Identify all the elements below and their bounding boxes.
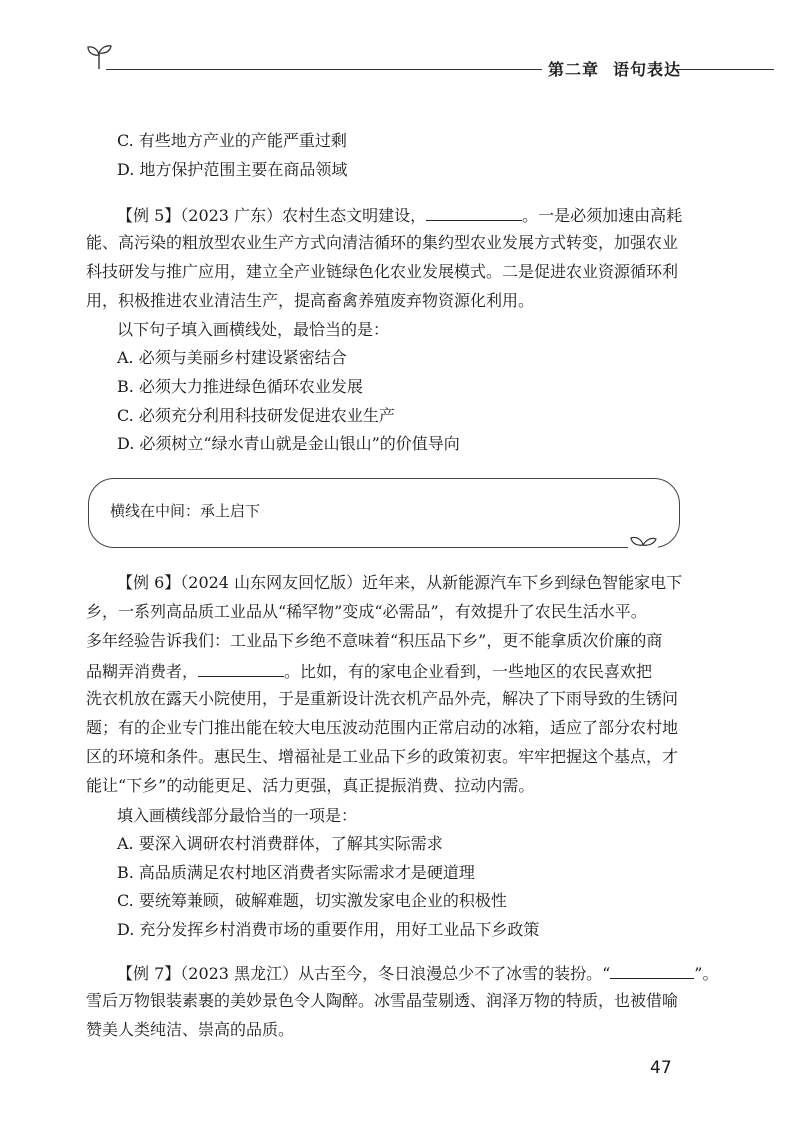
example-6-line-7: 区的环境和条件。惠民生、增福祉是工业品下乡的政策初衷。牢牢把握这个基点，才 <box>86 747 679 766</box>
question-prompt: 以下句子填入画横线处，最恰当的是： <box>117 320 390 339</box>
example-6-lead: 品糊弄消费者， <box>86 662 199 681</box>
example-5-line-1 <box>117 204 737 226</box>
question-prompt: 填入画横线部分最恰当的一项是： <box>117 806 358 825</box>
header-rule-right <box>676 69 774 70</box>
chapter-title <box>548 57 681 80</box>
example-6-line-1: 【例 6】（2024 山东网友回忆版）近年来，从新能源汽车下乡到绿色智能家电下 <box>117 573 683 592</box>
example-6-line-6: 题；有的企业专门推出能在较大电压波动范围内正常启动的冰箱，适应了部分农村地 <box>86 718 679 737</box>
example-5-continuation: 。一是必须加速由高耗 <box>522 206 683 225</box>
header-rule-left <box>106 69 542 70</box>
example-7-lead: 【例 7】（2023 黑龙江）从古至今，冬日浪漫总少不了冰雪的装扮。“ <box>117 964 611 983</box>
option-b: B. 必须大力推进绿色循环农业发展 <box>117 377 363 396</box>
option-d-previous: D. 地方保护范围主要在商品领域 <box>117 160 348 179</box>
tip-text: 横线在中间：承上启下 <box>110 502 261 520</box>
sprout-icon <box>86 42 112 70</box>
answer-blank <box>610 962 694 979</box>
example-5-line-2: 能、高污染的粗放型农业生产方式向清洁循环的集约型农业发展方式转变，加强农业 <box>86 233 679 252</box>
example-6-line-2: 乡，一系列高品质工业品从“稀罕物”变成“必需品”，有效提升了农民生活水平。 <box>86 602 647 621</box>
page-header <box>0 0 800 90</box>
option-a: A. 要深入调研农村消费群体，了解其实际需求 <box>117 834 443 853</box>
answer-blank <box>198 660 284 677</box>
example-6-line-5: 洗衣机放在露天小院使用，于是重新设计洗衣机产品外壳，解决了下雨导致的生锈问 <box>86 689 679 708</box>
option-c-previous: C. 有些地方产业的产能严重过剩 <box>117 131 347 150</box>
example-7-quote-close: ”。 <box>694 964 719 983</box>
option-c: C. 要统筹兼顾，破解难题，切实激发家电企业的积极性 <box>117 891 507 910</box>
chapter-number: 第二章 <box>548 60 600 79</box>
page-number: 47 <box>650 1058 672 1078</box>
example-7-line-1 <box>117 962 737 984</box>
option-c: C. 必须充分利用科技研发促进农业生产 <box>117 406 395 425</box>
answer-blank <box>426 204 522 221</box>
example-5-line-4: 用，积极推进农业清洁生产，提高畜禽养殖废弃物资源化利用。 <box>86 291 535 310</box>
example-6-line-4 <box>86 660 706 682</box>
option-b: B. 高品质满足农村地区消费者实际需求才是硬道理 <box>117 863 475 882</box>
example-7-line-2: 雪后万物银装素裹的美妙景色令人陶醉。冰雪晶莹剔透、润泽万物的特质，也被借喻 <box>86 991 679 1010</box>
example-6-line-3: 多年经验告诉我们：工业品下乡绝不意味着“积压品下乡”，更不能拿质次价廉的商 <box>86 631 663 650</box>
option-d: D. 充分发挥乡村消费市场的重要作用，用好工业品下乡政策 <box>117 920 540 939</box>
example-6-line-8: 能让“下乡”的动能更足、活力更强，真正提振消费、拉动内需。 <box>86 776 535 795</box>
example-6-continuation: 。比如，有的家电企业看到，一些地区的农民喜欢把 <box>284 662 653 681</box>
example-5-line-3: 科技研发与推广应用，建立全产业链绿色化农业发展模式。二是促进农业资源循环利 <box>86 262 679 281</box>
section-title: 语句表达 <box>613 60 682 79</box>
leaf-icon <box>628 532 658 548</box>
option-d: D. 必须树立“绿水青山就是金山银山”的价值导向 <box>117 434 460 453</box>
option-a: A. 必须与美丽乡村建设紧密结合 <box>117 348 347 367</box>
example-7-line-3: 赞美人类纯洁、崇高的品质。 <box>86 1020 295 1039</box>
example-5-lead: 【例 5】（2023 广东）农村生态文明建设， <box>117 206 427 225</box>
